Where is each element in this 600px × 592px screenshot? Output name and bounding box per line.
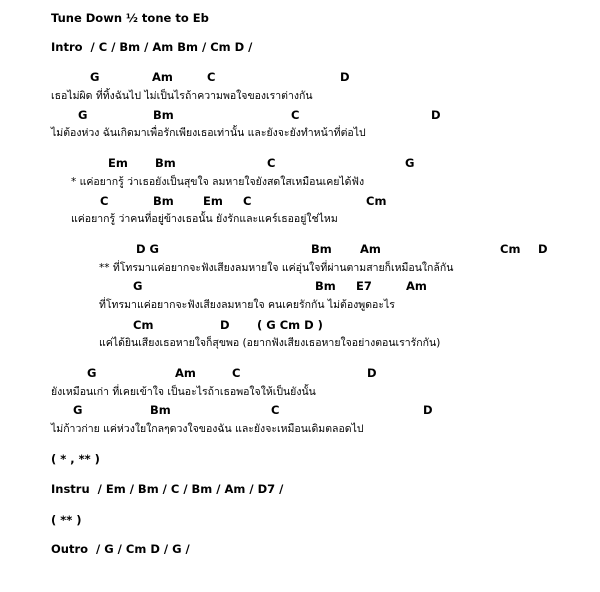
chord: Bm bbox=[311, 242, 332, 256]
instrumental-line: Instru / Em / Bm / C / Bm / Am / D7 / bbox=[51, 482, 284, 496]
chord: Bm bbox=[153, 194, 174, 208]
repeat-marker: ( ** ) bbox=[51, 513, 82, 527]
chord: Bm bbox=[155, 156, 176, 170]
chord: C bbox=[291, 108, 300, 122]
chord: C bbox=[271, 403, 280, 417]
chord: C bbox=[100, 194, 109, 208]
chord: Bm bbox=[315, 279, 336, 293]
lyric-line: ** ที่โทรมาแค่อยากจะฟังเสียงลมหายใจ แค่อุ่นใจที่ผ่านตามสายก็เหมือนใกล้กัน bbox=[99, 262, 454, 274]
lyric-line: ไม่ต้องห่วง ฉันเกิดมาเพื่อรักเพียงเธอเท่านั้น และยังจะยังทำหน้าที่ต่อไป bbox=[51, 127, 366, 139]
chord: Em bbox=[108, 156, 128, 170]
lyric-line: ไม่ก้าวก่าย แค่ห่วงใยใกลๆดวงใจของฉัน และยังจะเหมือนเดิมตลอดไป bbox=[51, 423, 364, 435]
tuning-note: Tune Down ½ tone to Eb bbox=[51, 11, 209, 25]
chord: D bbox=[423, 403, 433, 417]
chord: Am bbox=[360, 242, 381, 256]
chord: G bbox=[78, 108, 88, 122]
intro-line: Intro / C / Bm / Am Bm / Cm D / bbox=[51, 40, 253, 54]
chord: G bbox=[90, 70, 100, 84]
chord: D G bbox=[136, 242, 159, 256]
chord: G bbox=[87, 366, 97, 380]
chord: D bbox=[431, 108, 441, 122]
chord: C bbox=[267, 156, 276, 170]
lyric-line: แค่อยากรู้ ว่าคนที่อยู่ข้างเธอนั้น ยังรักและแคร์เธออยู่ใช่ไหม bbox=[71, 213, 338, 225]
chord: Am bbox=[152, 70, 173, 84]
chord: Cm bbox=[133, 318, 154, 332]
chord: G bbox=[405, 156, 415, 170]
chord: Am bbox=[406, 279, 427, 293]
chord: Cm bbox=[500, 242, 521, 256]
chord: C bbox=[207, 70, 216, 84]
chord: C bbox=[243, 194, 252, 208]
chord: E7 bbox=[356, 279, 372, 293]
chord: ( G Cm D ) bbox=[257, 318, 323, 332]
chord: Bm bbox=[153, 108, 174, 122]
chord: Em bbox=[203, 194, 223, 208]
outro-line: Outro / G / Cm D / G / bbox=[51, 542, 190, 556]
chord: G bbox=[133, 279, 143, 293]
chord: C bbox=[232, 366, 241, 380]
chord: Am bbox=[175, 366, 196, 380]
chord: D bbox=[367, 366, 377, 380]
lyric-line: แค่ได้ยินเสียงเธอหายใจก็สุขพอ (อยากฟังเสียงเธอหายใจอย่างตอนเรารักกัน) bbox=[99, 337, 441, 349]
chord: D bbox=[340, 70, 350, 84]
chord: Cm bbox=[366, 194, 387, 208]
lyric-line: * แค่อยากรู้ ว่าเธอยังเป็นสุขใจ ลมหายใจยังสดใสเหมือนเคยได้ฟัง bbox=[71, 176, 365, 188]
chord: Bm bbox=[150, 403, 171, 417]
lyric-line: ที่โทรมาแค่อยากจะฟังเสียงลมหายใจ คนเคยรักกัน ไม่ต้องพูดอะไร bbox=[99, 299, 395, 311]
chord: D bbox=[538, 242, 548, 256]
lyric-line: เธอไม่ผิด ที่ทิ้งฉันไป ไม่เป็นไรถ้าความพอใจของเราต่างกัน bbox=[51, 90, 313, 102]
repeat-marker: ( * , ** ) bbox=[51, 452, 100, 466]
chord: D bbox=[220, 318, 230, 332]
chord: G bbox=[73, 403, 83, 417]
lyric-line: ยังเหมือนเก่า ที่เคยเข้าใจ เป็นอะไรถ้าเธอพอใจให้เป็นยังนั้น bbox=[51, 386, 316, 398]
